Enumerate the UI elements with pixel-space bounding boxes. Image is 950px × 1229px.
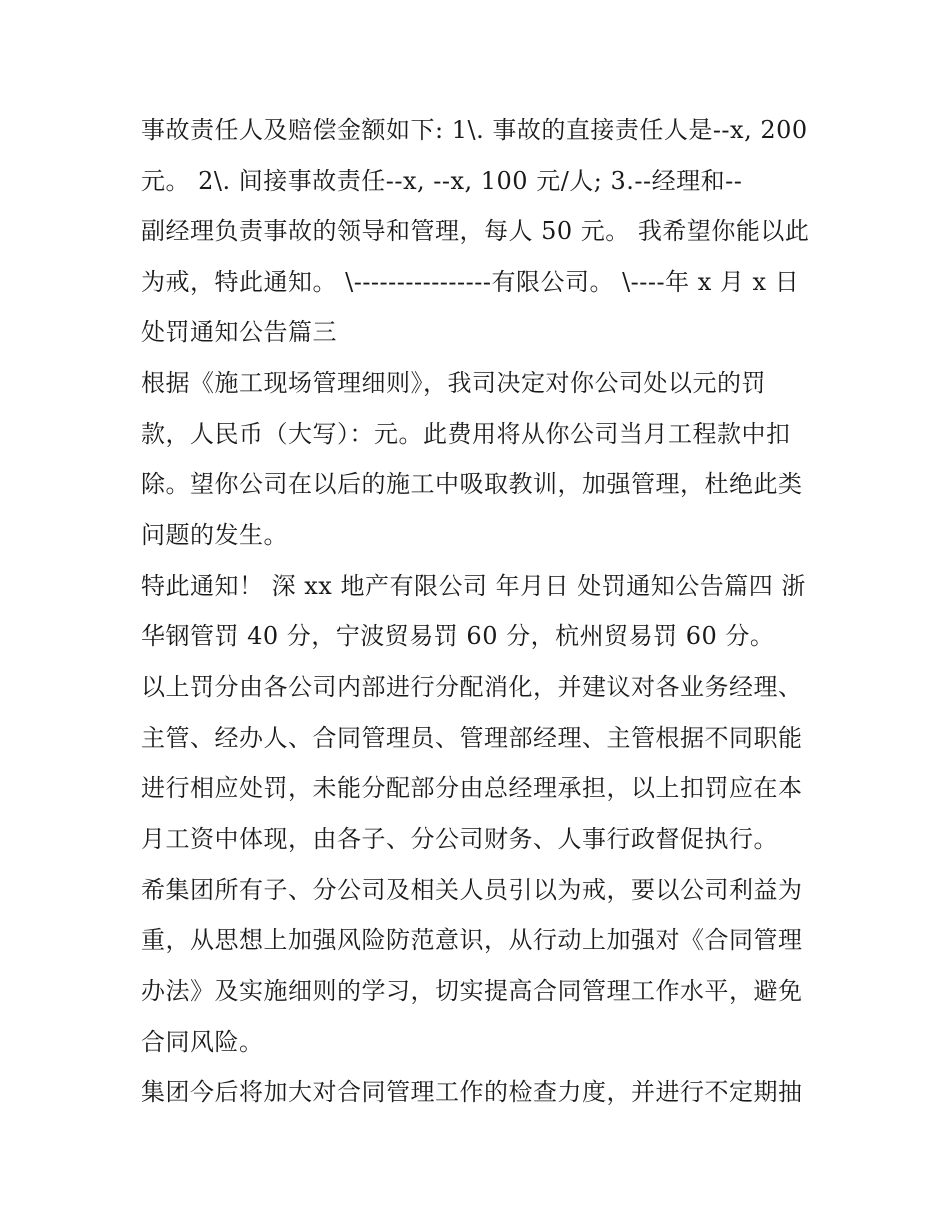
text-line: 月工资中体现，由各子、分公司财务、人事行政督促执行。 bbox=[141, 825, 778, 853]
text-line: 款，人民币（大写）：元。此费用将从你公司当月工程款中扣 bbox=[141, 420, 791, 448]
text-line: 集团今后将加大对合同管理工作的检查力度，并进行不定期抽 bbox=[141, 1078, 803, 1106]
text-line: 华钢管罚 40 分，宁波贸易罚 60 分，杭州贸易罚 60 分。 bbox=[141, 622, 775, 650]
text-line: 除。望你公司在以后的施工中吸取教训，加强管理，杜绝此类 bbox=[141, 470, 803, 498]
text-line: 合同风险。 bbox=[141, 1028, 264, 1056]
text-line: 事故责任人及赔偿金额如下: 1\. 事故的直接责任人是--x, 200 bbox=[141, 116, 808, 144]
text-line: 希集团所有子、分公司及相关人员引以为戒，要以公司利益为 bbox=[141, 876, 803, 904]
text-line: 办法》及实施细则的学习，切实提高合同管理工作水平，避免 bbox=[141, 977, 803, 1005]
text-line: 以上罚分由各公司内部进行分配消化，并建议对各业务经理、 bbox=[141, 673, 803, 701]
text-line: 问题的发生。 bbox=[141, 521, 288, 549]
section-heading: 处罚通知公告篇三 bbox=[141, 318, 337, 346]
text-line: 主管、经办人、合同管理员、管理部经理、主管根据不同职能 bbox=[141, 724, 803, 752]
text-line: 进行相应处罚，未能分配部分由总经理承担，以上扣罚应在本 bbox=[141, 774, 803, 802]
text-line: 元。 2\. 间接事故责任--x, --x, 100 元/人; 3.--经理和-- bbox=[141, 167, 743, 195]
text-line: 为戒，特此通知。 \----------------有限公司。 \----年 x 月 x 日 bbox=[141, 268, 800, 296]
text-line: 根据《施工现场管理细则》，我司决定对你公司处以元的罚 bbox=[141, 369, 766, 397]
text-line: 副经理负责事故的领导和管理，每人 50 元。 我希望你能以此 bbox=[141, 217, 810, 245]
text-line: 重，从思想上加强风险防范意识，从行动上加强对《合同管理 bbox=[141, 926, 803, 954]
text-line: 特此通知！ 深 xx 地产有限公司 年月日 处罚通知公告篇四 浙 bbox=[141, 572, 806, 600]
